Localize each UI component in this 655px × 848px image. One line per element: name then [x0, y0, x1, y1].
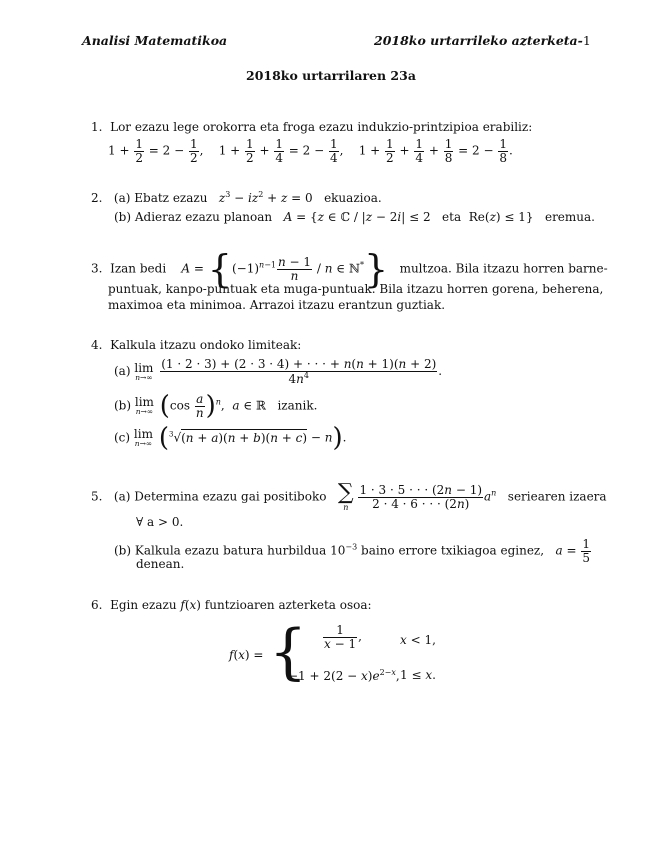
date-title: 2018ko urtarrilaren 23a [246, 68, 416, 83]
piece-1-expr: $\frac{1}{x - 1}$ , [324, 623, 362, 651]
problem-5a-text: Determina ezazu gai positiboko [134, 489, 327, 504]
page-number: 1 [582, 33, 591, 48]
lim-subscript: n→∞ [135, 372, 153, 382]
problem-2b-mid: eta [442, 210, 462, 224]
problem-3-number: 3. [91, 261, 103, 276]
problem-4b-tail: izanik. [277, 398, 318, 413]
problem-6: 6. Egin ezazu f(x) funtzioaren azterketa osoa: [91, 598, 372, 612]
lim-operator: lim [133, 427, 153, 442]
part-label: (b) [114, 210, 132, 224]
problem-3-line3: maximoa eta minimoa. Arrazoi itzazu erantzun guztiak. [108, 298, 446, 312]
lim-operator: lim [134, 360, 154, 375]
problem-3-line1: 3. Izan bedi $A = \{(-1)^{n-1}$ $\frac{n - 1}{n}$ / n ∈ ℕ*} multzoa. Bila itzazu horren barne- [91, 247, 608, 291]
part-label: (a) [113, 191, 131, 205]
problem-5a: 5. (a) Determina ezazu gai positiboko ∑ n $\frac{1 \cdot 3 \cdot 5 \cdot \cdot \cdot (2n - 1)}{2 \cdot 4 \cdot 6 \cdot \cdot \cdot (2n)}$ $a^n$ seriearen izaera [91, 480, 607, 512]
problem-6-text2: funtzioaren azterketa osoa: [204, 598, 372, 612]
problem-5a-tail: seriearen izaera [507, 489, 607, 504]
problem-4b: (b) lim n→∞ (cos $\frac{a}{n}$ )$^n$, a ∈ ℝ izanik. [114, 391, 318, 422]
part-label: (c) [114, 430, 131, 445]
problem-2b: (b) Adieraz ezazu planoan A = {z ∈ ℂ / |z − 2i| ≤ 2 eta Re(z) ≤ 1} eremua. [114, 210, 595, 224]
piece-2-expr: $-1 + 2(2 - x)e^{2-x}$, [288, 668, 400, 683]
lim-subscript: n→∞ [134, 439, 153, 449]
problem-2a-tail: ekuazioa. [324, 191, 382, 205]
problem-6-number: 6. [91, 598, 103, 612]
problem-2b-tail: eremua. [544, 210, 595, 224]
problem-5b-line2: denean. [136, 557, 185, 571]
part-label: (b) [114, 543, 132, 558]
problem-1 [91, 120, 532, 134]
piece-2-cond: 1 ≤ x. [400, 668, 436, 682]
problem-5b: (b) Kalkula ezazu batura hurbildua $10^{-3}$ baino errore txikiagoa eginez, a = $\frac{1}{5}$ [114, 537, 590, 565]
course-title: Analisi Matematikoa [82, 33, 228, 48]
piecewise-brace: { [269, 617, 308, 687]
problem-5b-text: Kalkula ezazu batura hurbildua [134, 543, 327, 558]
lim-operator: lim [134, 395, 154, 410]
problem-1-number: 1. [91, 120, 103, 134]
problem-1-formulas: 1 + $\frac{1}{2}$ = 2 − $\frac{1}{2}$ , 1 + $\frac{1}{2}$ + $\frac{1}{4}$ = 2 − $\frac{1}{4}$ , 1 + $\frac{1}{2}$ + $\frac{1}{4}$ + $\frac{1}{8}$ = 2 − $\frac{1}{8}$ . [108, 137, 513, 165]
problem-6-text: Egin ezazu [110, 598, 177, 612]
problem-4c: (c) lim n→∞ ($^3$√(n + a)(n + b)(n + c) − n). [114, 423, 347, 453]
problem-1-text: Lor ezazu lege orokorra eta froga ezazu indukzio-printzipioa erabiliz: [110, 120, 533, 134]
part-label: (a) [113, 489, 131, 504]
problem-4a: (a) lim n→∞ $\frac{(1 \cdot 2 \cdot 3) + (2 \cdot 3 \cdot 4) + \cdot \cdot \cdot + n(n + 1)(n + 2)}{4n^4}$ . [114, 357, 443, 386]
problem-2-number: 2. [91, 191, 103, 205]
part-label: (a) [114, 364, 131, 379]
problem-5-number: 5. [91, 489, 103, 504]
problem-3-tail: multzoa. Bila itzazu horren barne- [399, 261, 608, 276]
problem-4 [91, 338, 301, 352]
lim-subscript: n→∞ [135, 407, 154, 417]
exam-label: 2018ko urtarrileko azterketa- [374, 33, 583, 48]
function-name: f(x) = [229, 648, 264, 662]
problem-2a-text: Ebatz ezazu [134, 191, 208, 205]
problem-2b-text: Adieraz ezazu planoan [134, 210, 273, 224]
problem-2a: 2. (a) Ebatz ezazu $z^3 - iz^2 + z = 0$ ekuazioa. [91, 190, 382, 205]
problem-4-number: 4. [91, 338, 103, 352]
exam-title [374, 33, 591, 48]
problem-5a-line2: ∀ a > 0. [136, 515, 184, 529]
problem-4-text: Kalkula itzazu ondoko limiteak: [110, 338, 302, 352]
part-label: (b) [114, 398, 132, 413]
problem-3-line2: puntuak, kanpo-puntuak eta muga-puntuak. Bila itzazu horren gorena, beherena, [108, 282, 604, 296]
piece-1-cond: x < 1, [400, 633, 436, 647]
problem-3-lead: Izan bedi [110, 261, 167, 276]
problem-5b-mid: baino errore txikiagoa eginez, [361, 543, 545, 558]
